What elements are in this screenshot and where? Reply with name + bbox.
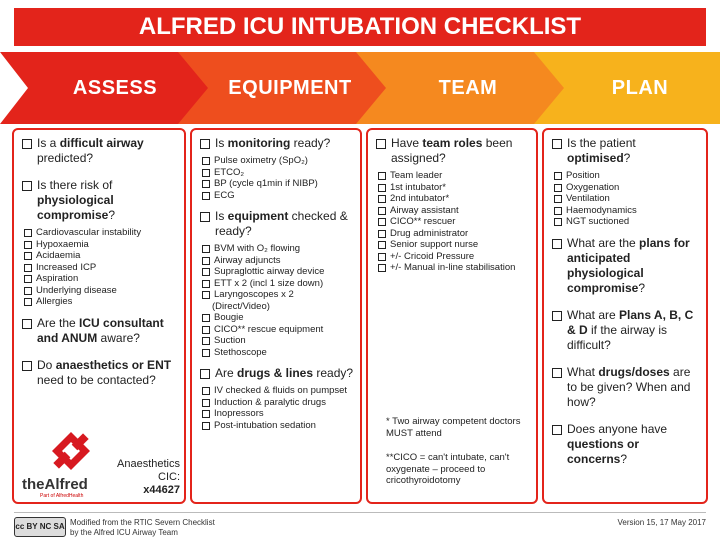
equipment-q-equipment[interactable]: Is equipment checked & ready? [200,209,354,239]
creative-commons-badge: cc BY NC SA [14,517,66,537]
plan-q-questions[interactable]: Does anyone have questions or concerns? [552,422,700,467]
assess-q-physiological[interactable]: Is there risk of physiological compromise? [22,178,178,223]
drugs-list [202,385,354,431]
team-q-roles[interactable]: Have team roles been assigned? [376,136,530,166]
assess-q-anaesthetics[interactable]: Do anaesthetics or ENT need to be contacted? [22,358,178,388]
list-item[interactable]: Supraglottic airway device [202,266,354,278]
checkbox[interactable] [376,139,386,149]
risk-list [24,227,178,308]
checkbox[interactable] [552,368,562,378]
checkbox[interactable] [552,239,562,249]
list-item[interactable]: ETT x 2 (incl 1 size down) [202,278,354,290]
roles-list [378,170,530,274]
list-item[interactable]: CICO** rescuer [378,216,530,228]
checkbox[interactable] [552,139,562,149]
alfred-logo-subtext: Part of AlfredHealth [40,493,84,499]
list-item[interactable]: Bougie [202,312,354,324]
list-item[interactable]: Acidaemia [24,250,178,262]
monitoring-list [202,155,354,201]
list-item[interactable]: Increased ICP [24,262,178,274]
optimise-list [554,170,700,228]
checkbox[interactable] [22,319,32,329]
checkbox[interactable] [200,139,210,149]
step-plan: PLAN [611,77,669,99]
footer-credit [70,518,215,538]
list-item[interactable]: Underlying disease [24,285,178,297]
footer-credit-line2: by the Alfred ICU Airway Team [70,528,178,537]
plan-q-plans-abcd[interactable]: What are Plans A, B, C & D if the airway is difficult? [552,308,700,353]
list-item[interactable]: Aspiration [24,273,178,285]
equipment-q-drugs[interactable]: Are drugs & lines ready? [200,366,354,381]
list-item[interactable]: 2nd intubator* [378,193,530,205]
footer-divider [14,512,706,513]
list-item[interactable]: Senior support nurse [378,239,530,251]
footer-credit-line1: Modified from the RTIC Severn Checklist [70,518,215,527]
list-item[interactable]: BVM with O₂ flowing [202,243,354,255]
list-item[interactable]: Laryngoscopes x 2 [202,289,354,301]
list-item[interactable]: Airway adjuncts [202,255,354,267]
checkbox[interactable] [22,181,32,191]
cic-label: Anaesthetics CIC: [117,458,180,483]
checkbox[interactable] [552,425,562,435]
list-item[interactable]: Allergies [24,296,178,308]
list-item[interactable]: Team leader [378,170,530,182]
assess-q-consultant[interactable]: Are the ICU consultant and ANUM aware? [22,316,178,346]
plan-q-drugs-doses[interactable]: What drugs/doses are to be given? When and how? [552,365,700,410]
list-item[interactable]: 1st intubator* [378,182,530,194]
list-item[interactable]: BP (cycle q1min if NIBP) [202,178,354,190]
list-item[interactable]: Haemodynamics [554,205,700,217]
team-note-airway: * Two airway competent doctors MUST attend [386,416,521,439]
list-item[interactable]: Post-intubation sedation [202,420,354,432]
list-item[interactable]: Position [554,170,700,182]
list-item[interactable]: Inopressors [202,408,354,420]
checkbox[interactable] [200,212,210,222]
list-item[interactable]: Drug administrator [378,228,530,240]
list-item[interactable]: NGT suctioned [554,216,700,228]
team-note-cico: **CICO = can't intubate, can't oxygenate – proceed to cricothyroidotomy [386,452,510,486]
list-item[interactable]: CICO** rescue equipment [202,324,354,336]
list-item[interactable]: ECG [202,190,354,202]
plan-column [542,128,708,504]
page-title: ALFRED ICU INTUBATION CHECKLIST [14,8,706,46]
equipment-column [190,128,362,504]
list-item[interactable]: +/- Manual in-line stabilisation [378,262,530,274]
list-item[interactable]: Ventilation [554,193,700,205]
anaesthetics-cic [108,458,180,497]
assess-q-difficult-airway[interactable]: Is a difficult airway predicted? [22,136,178,166]
list-item[interactable]: ETCO₂ [202,167,354,179]
checkbox[interactable] [22,361,32,371]
checkbox[interactable] [22,139,32,149]
step-assess: ASSESS [72,77,158,99]
footer-version: Version 15, 17 May 2017 [617,518,706,527]
equipment-q-monitoring[interactable]: Is monitoring ready? [200,136,354,151]
list-item[interactable]: Suction [202,335,354,347]
cic-number: x44627 [143,484,180,496]
list-item[interactable]: Pulse oximetry (SpO₂) [202,155,354,167]
list-item[interactable]: Induction & paralytic drugs [202,397,354,409]
list-item[interactable]: Airway assistant [378,205,530,217]
list-item-continued: (Direct/Video) [212,300,270,312]
list-item[interactable]: Oxygenation [554,182,700,194]
plan-q-compromise[interactable]: What are the plans for anticipated physiological compromise? [552,236,700,296]
step-team: TEAM [438,77,498,99]
step-equipment: EQUIPMENT [228,77,352,99]
team-column [366,128,538,504]
alfred-logo-text: theAlfred [22,476,88,493]
plan-q-optimised[interactable]: Is the patient optimised? [552,136,700,166]
list-item[interactable]: IV checked & fluids on pumpset [202,385,354,397]
checkbox[interactable] [552,311,562,321]
list-item[interactable]: Stethoscope [202,347,354,359]
list-item[interactable]: +/- Cricoid Pressure [378,251,530,263]
list-item[interactable]: Hypoxaemia [24,239,178,251]
checkbox[interactable] [200,369,210,379]
list-item[interactable]: Cardiovascular instability [24,227,178,239]
equipment-list [202,243,354,358]
